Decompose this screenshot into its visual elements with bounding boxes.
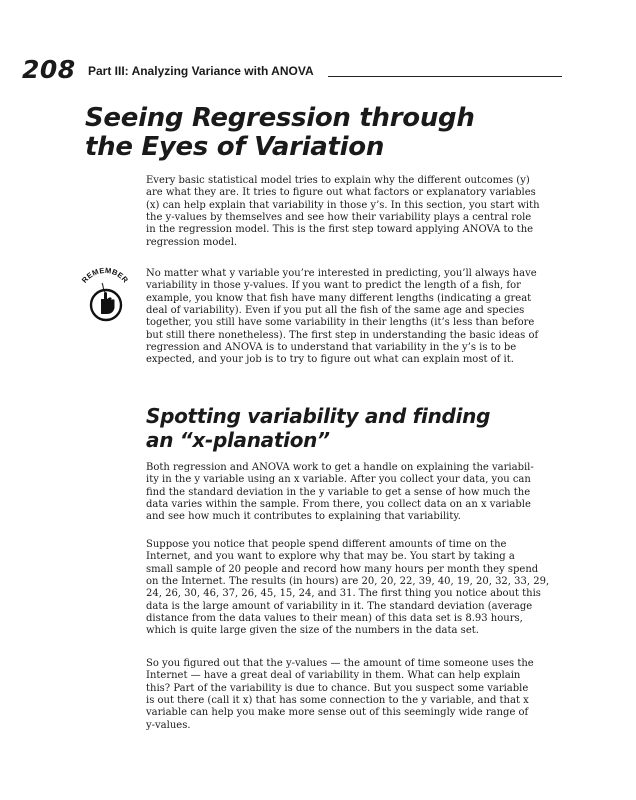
text-line: regression and ANOVA is to understand that variability in the y’s is to be bbox=[146, 342, 517, 354]
page-number: 208 bbox=[22, 55, 76, 84]
text-line: on the Internet. The results (in hours) are 20, 20, 22, 39, 40, 19, 20, 32, 33, 29, bbox=[146, 576, 550, 588]
section-paragraph-1 bbox=[146, 175, 556, 249]
subsection-paragraph-3 bbox=[146, 658, 556, 732]
text-line: and see how much it contributes to explaining that variability. bbox=[146, 511, 461, 523]
section-title-line: the Eyes of Variation bbox=[85, 132, 385, 162]
section-title bbox=[85, 104, 505, 162]
text-line: small sample of 20 people and record how many hours per month they spend bbox=[146, 563, 539, 575]
text-line: y-values. bbox=[146, 719, 191, 731]
subsection-title bbox=[146, 404, 546, 452]
text-line: ity in the y variable using an x variable. After you collect your data, you can bbox=[146, 474, 531, 486]
subsection-paragraph-1 bbox=[146, 462, 556, 524]
text-line: is out there (call it x) that has some connection to the y variable, and that x bbox=[146, 695, 529, 707]
text-line: Every basic statistical model tries to explain why the different outcomes (y) bbox=[146, 175, 530, 186]
text-line: data is the large amount of variability in it. The standard deviation (average bbox=[146, 600, 533, 612]
remember-icon-label: REMEMBER bbox=[79, 265, 131, 285]
text-line: data varies within the sample. From there, you collect data on an x variable bbox=[146, 499, 531, 511]
text-line: 24, 26, 30, 46, 37, 26, 45, 15, 24, and 31. The first thing you notice about this bbox=[146, 588, 541, 600]
subsection-title-line: Spotting variability and finding bbox=[146, 404, 491, 428]
text-line: regression model. bbox=[146, 236, 238, 248]
text-line: which is quite large given the size of the numbers in the data set. bbox=[146, 625, 479, 637]
section-title-line: Seeing Regression through bbox=[85, 103, 475, 133]
text-line: (x) can help explain that variability in those y’s. In this section, you start with bbox=[146, 199, 540, 211]
text-line: distance from the data values to their mean) of this data set is 8.93 hours, bbox=[146, 613, 523, 625]
text-line: this? Part of the variability is due to chance. But you suspect some variable bbox=[146, 682, 529, 694]
text-line: expected, and your job is to try to figure out what can explain most of it. bbox=[146, 354, 514, 366]
text-line: Internet, and you want to explore why that may be. You start by taking a bbox=[146, 551, 515, 563]
text-line: variable can help you make more sense out of this seemingly wide range of bbox=[146, 707, 529, 719]
text-line: variability in those y-values. If you want to predict the length of a fish, for bbox=[146, 280, 521, 292]
header-rule bbox=[328, 76, 562, 77]
running-head: Part III: Analyzing Variance with ANOVA bbox=[88, 64, 314, 78]
text-line: example, you know that fish have many different lengths (indicating a great bbox=[146, 292, 532, 304]
subsection-paragraph-2 bbox=[146, 539, 556, 638]
subsection-title-line: an “x-planation” bbox=[146, 428, 330, 452]
text-line: deal of variability). Even if you put all the fish of the same age and species bbox=[146, 305, 525, 317]
remember-icon bbox=[72, 262, 136, 326]
text-line: are what they are. It tries to figure out what factors or explanatory variables bbox=[146, 187, 536, 199]
text-line: find the standard deviation in the y variable to get a sense of how much the bbox=[146, 486, 531, 498]
page-header bbox=[22, 56, 562, 84]
text-line: but still there nonetheless). The first step in understanding the basic ideas of bbox=[146, 329, 539, 341]
text-line: No matter what y variable you’re interested in predicting, you’ll always have bbox=[146, 268, 537, 279]
text-line: in the regression model. This is the first step toward applying ANOVA to the bbox=[146, 224, 534, 236]
svg-text:REMEMBER bbox=[80, 266, 131, 285]
text-line: together, you still have some variability in their lengths (it’s less than before bbox=[146, 317, 535, 329]
section-paragraph-2 bbox=[146, 268, 556, 367]
text-line: the y-values by themselves and see how their variability plays a central role bbox=[146, 212, 532, 224]
text-line: Suppose you notice that people spend different amounts of time on the bbox=[146, 539, 507, 550]
text-line: So you figured out that the y-values — the amount of time someone uses the bbox=[146, 658, 534, 669]
text-line: Both regression and ANOVA work to get a handle on explaining the variabil- bbox=[146, 462, 534, 473]
text-line: Internet — have a great deal of variability in them. What can help explain bbox=[146, 670, 521, 682]
